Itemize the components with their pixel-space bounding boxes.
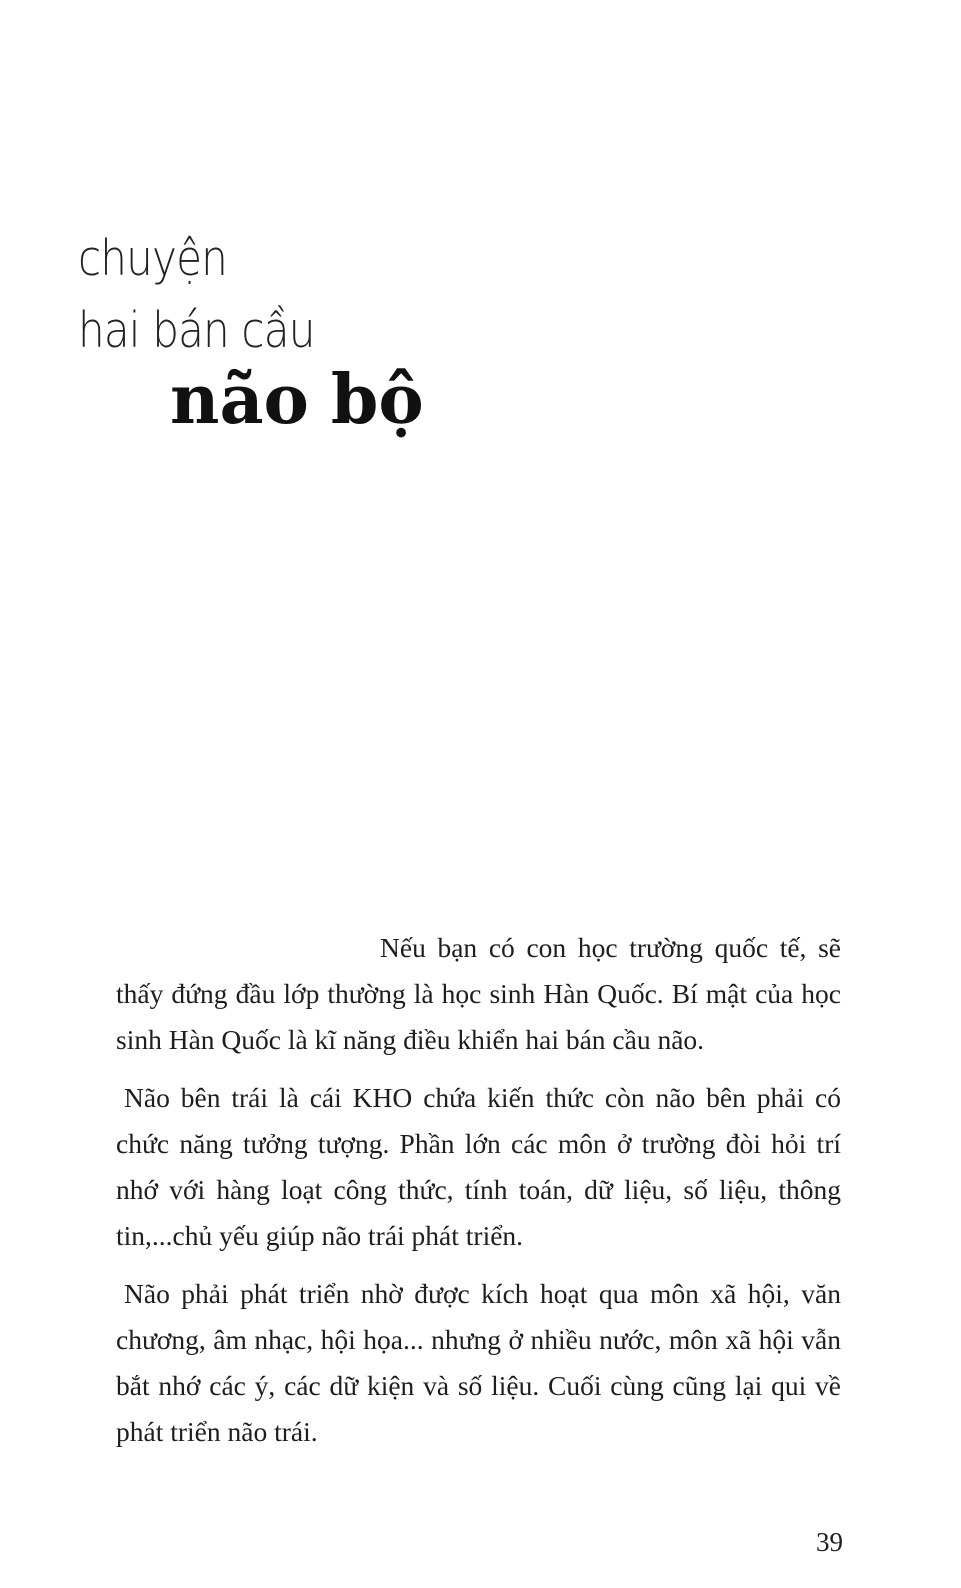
title-bold-word-2: bộ [330,360,424,440]
title-bold-word-1: não [170,360,309,440]
title-bold-line [170,360,424,440]
paragraph-2: Não bên trái là cái KHO chứa kiến thức còn não bên phải có chức năng tưởng tượng. Phần lớn các môn ở trường đòi hỏi trí nhớ với hàng loạt công thức, tính toán, dữ liệu, số liệu, thông tin,...chủ yếu giúp não trái phát triển. [116,1082,841,1251]
title-line-1: chuyện [78,230,228,287]
paragraph-1: Nếu bạn có con học trường quốc tế, sẽ thấy đứng đầu lớp thường là học sinh Hàn Quốc. Bí mật của học sinh Hàn Quốc là kĩ năng điều khiển hai bán cầu não. [116,932,841,1055]
body-text [116,925,841,1467]
page-number: 39 [816,1527,843,1557]
title-line-2: hai bán cầu [78,302,315,359]
paragraph-3: Não phải phát triển nhờ được kích hoạt qua môn xã hội, văn chương, âm nhạc, hội họa... nhưng ở nhiều nước, môn xã hội vẫn bắt nhớ các ý, các dữ kiện và số liệu. Cuối cùng cũng lại qui về phát triển não trái. [116,1278,841,1447]
